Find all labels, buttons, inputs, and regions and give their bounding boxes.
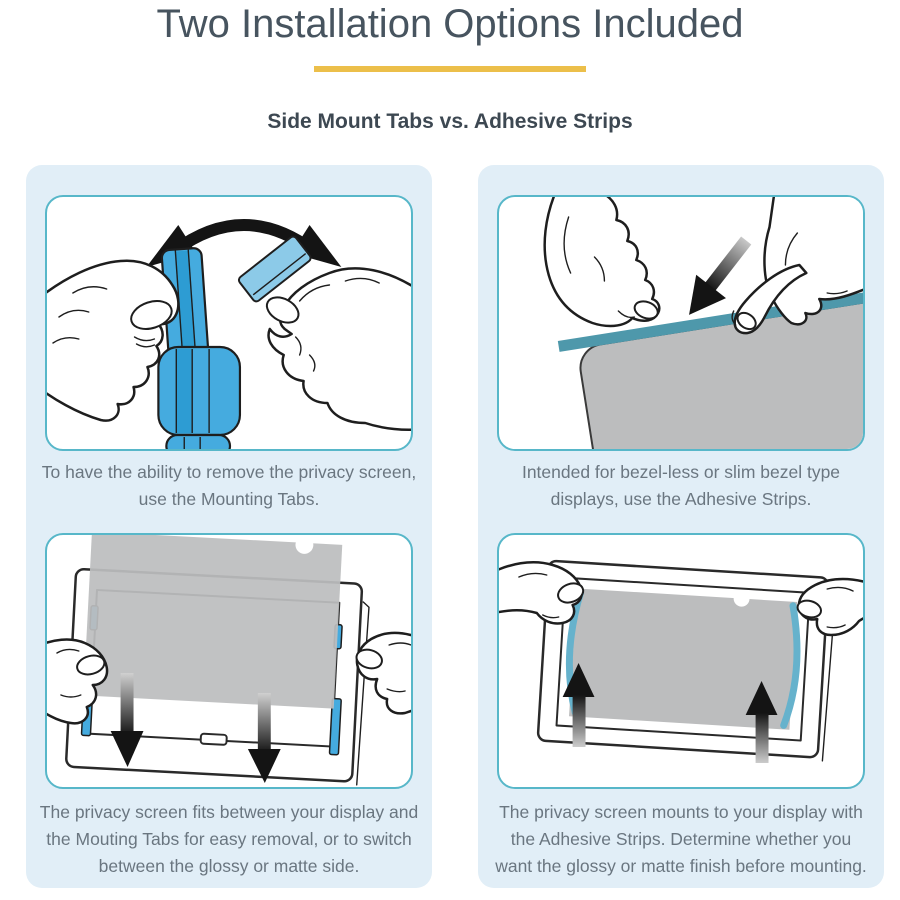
caption-line: The privacy screen mounts to your display with — [499, 802, 863, 822]
page-subtitle: Side Mount Tabs vs. Adhesive Strips — [267, 110, 633, 133]
right-hand — [263, 268, 411, 429]
hands-flipping-mounting-tab-drawing — [47, 197, 411, 449]
privacy-screen-into-tabs-drawing — [47, 535, 411, 787]
panel-caption — [478, 799, 884, 880]
panel-caption — [26, 459, 432, 513]
mounting-tabs-column — [26, 165, 432, 888]
applying-adhesive-strip-drawing — [499, 197, 863, 449]
panel-caption — [26, 799, 432, 880]
illustration-adhesive-installation — [497, 533, 865, 789]
illustration-mounting-tabs — [45, 195, 413, 451]
caption-line: To have the ability to remove the privacy screen, — [41, 462, 417, 482]
adhesive-strips-column — [478, 165, 884, 888]
caption-line: The privacy screen fits between your display and — [39, 802, 419, 822]
left-hand — [545, 197, 660, 326]
title-underline-divider — [314, 66, 586, 72]
caption-line: between the glossy or matte side. — [98, 856, 360, 876]
mounting-with-adhesive-strips-drawing — [499, 535, 863, 787]
caption-line: displays, use the Adhesive Strips. — [550, 489, 812, 509]
caption-line: Intended for bezel-less or slim bezel type — [521, 462, 841, 482]
caption-line: the Mouting Tabs for easy removal, or to switch — [46, 829, 412, 849]
caption-line: want the glossy or matte finish before mounting. — [495, 856, 867, 876]
caption-line: the Adhesive Strips. Determine whether you — [510, 829, 852, 849]
panel-caption — [478, 459, 884, 513]
caption-line: use the Mounting Tabs. — [138, 489, 320, 509]
mounting-tab-large — [158, 347, 240, 435]
page-title: Two Installation Options Included — [156, 2, 744, 46]
bottom-clip — [201, 734, 227, 745]
illustration-adhesive-strips — [497, 195, 865, 451]
mounting-tab-partial — [166, 435, 230, 449]
illustration-tabs-installation — [45, 533, 413, 789]
